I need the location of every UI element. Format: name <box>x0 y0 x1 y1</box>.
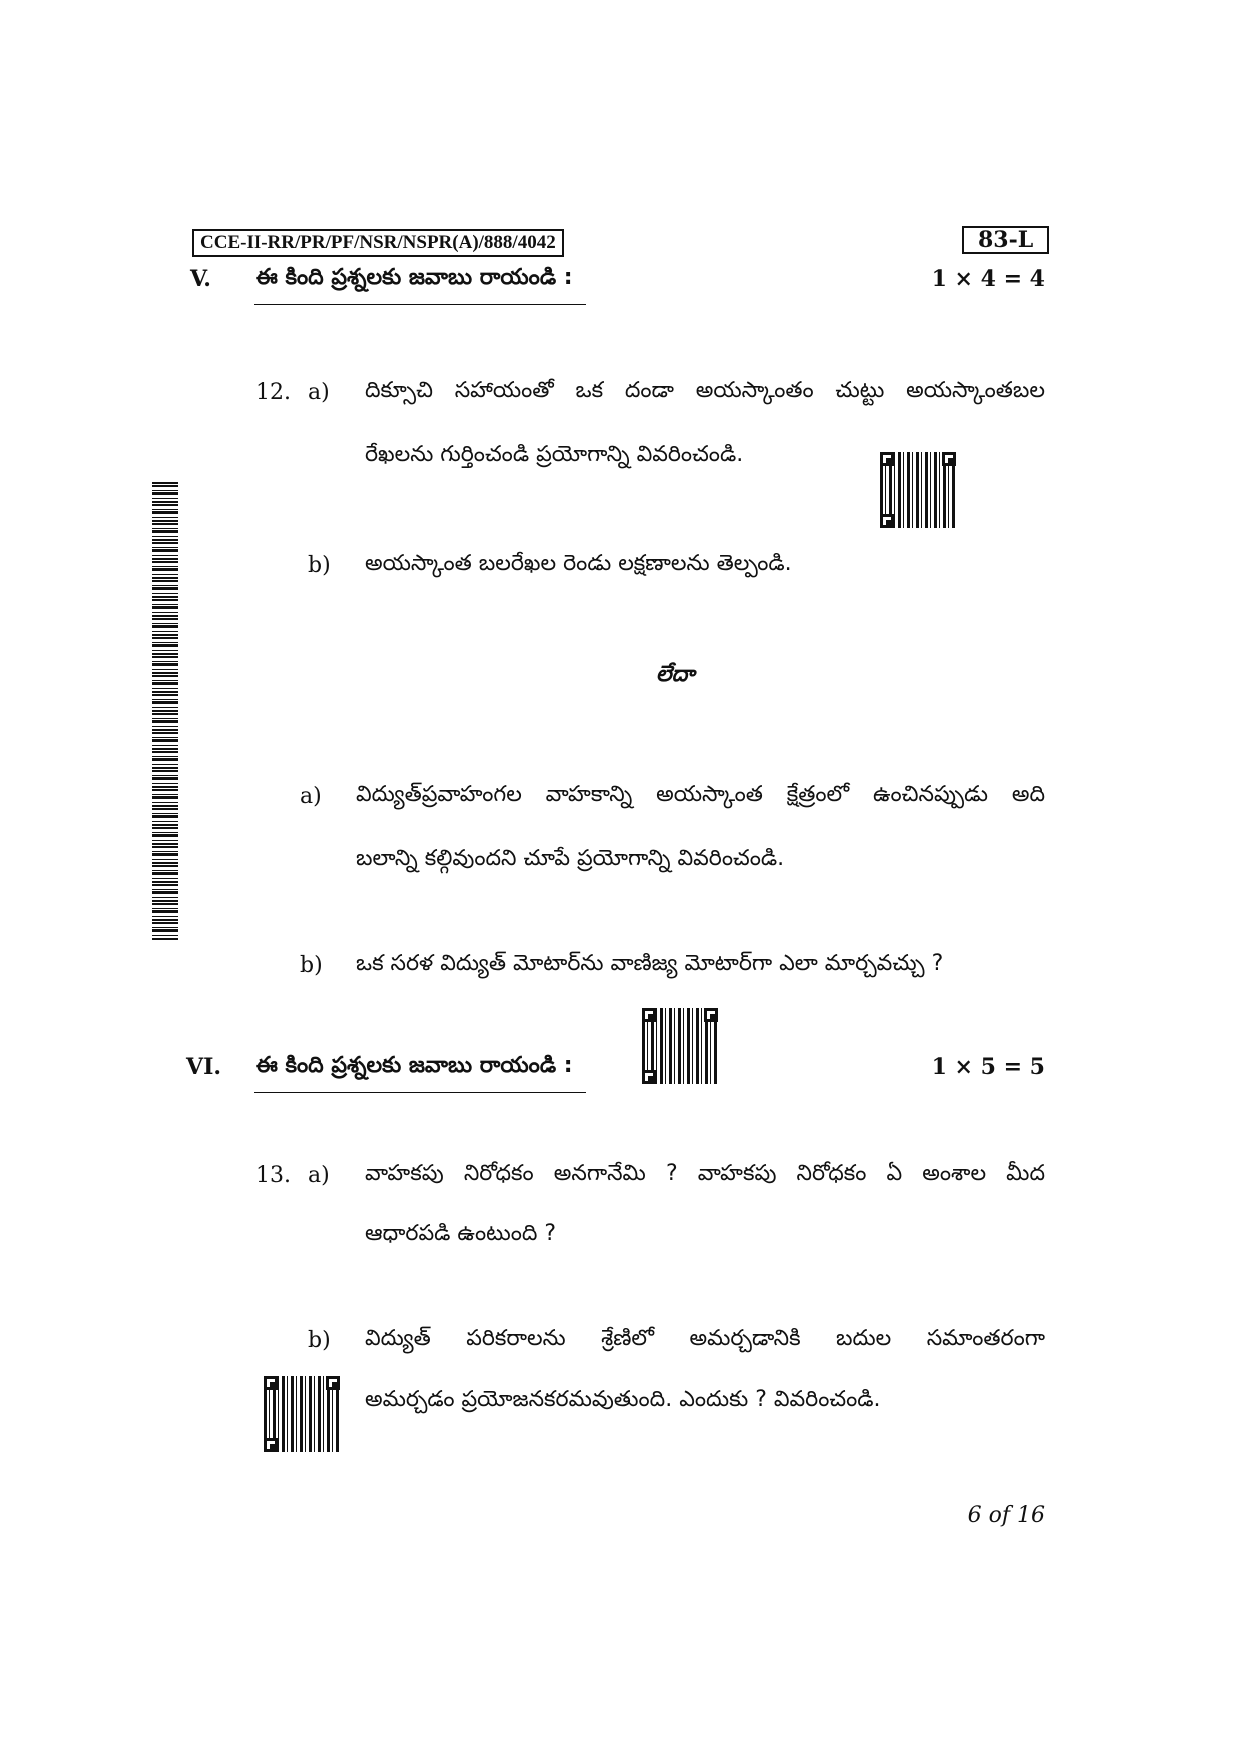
q12-alt-a-line2: బలాన్ని కల్గివుందని చూపే ప్రయోగాన్ని వివరించండి. <box>356 846 785 871</box>
q12-alt-b-text: ఒక సరళ విద్యుత్ మోటార్‌ను వాణిజ్య మోటార్‌గా ఎలా మార్చవచ్చు ? <box>356 951 944 976</box>
q13-a-label: a) <box>308 1163 330 1188</box>
q13-b-label: b) <box>308 1328 331 1353</box>
qr-finder <box>880 452 894 466</box>
q12-alt-a-label: a) <box>300 784 322 809</box>
q12-b-label: b) <box>308 553 331 578</box>
qr-finder <box>264 1376 278 1390</box>
qr-finder <box>880 514 894 528</box>
q13-b-line1: విద్యుత్ పరికరాలను శ్రేణిలో అమర్చడానికి బదుల సమాంతరంగా <box>365 1326 1045 1351</box>
q13-b-line2: అమర్చడం ప్రయోజనకరమవుతుంది. ఎందుకు ? వివరించండి. <box>365 1387 881 1412</box>
paper-code: CCE-II-RR/PR/PF/NSR/NSPR(A)/888/4042 <box>192 229 564 257</box>
section-vi-instruction: ఈ కింది ప్రశ్నలకు జవాబు రాయండి : <box>256 1053 573 1078</box>
q12-number: 12. <box>256 380 291 405</box>
section-v-marks: 1 × 4 = 4 <box>931 266 1045 292</box>
qr-finder <box>704 1008 718 1022</box>
q12-alt-a-line1: విద్యుత్‌ప్రవాహంగల వాహకాన్ని అయస్కాంత క్షేత్రంలో ఉంచినప్పుడు అది <box>356 782 1045 807</box>
qr-finder <box>942 452 956 466</box>
q13-a-line2: ఆధారపడి ఉంటుంది ? <box>365 1221 557 1246</box>
subject-code: 83-L <box>962 226 1049 254</box>
qr-finder <box>264 1438 278 1452</box>
section-vi-numeral: VI. <box>186 1054 222 1080</box>
q12-a-line2: రేఖలను గుర్తించండి ప్రయోగాన్ని వివరించండి. <box>365 442 744 467</box>
section-v-instruction: ఈ కింది ప్రశ్నలకు జవాబు రాయండి : <box>256 265 573 290</box>
section-v-underline <box>254 304 586 305</box>
qr-finder <box>642 1070 656 1084</box>
q13-number: 13. <box>256 1163 291 1188</box>
q13-a-line1: వాహకపు నిరోధకం అనగానేమి ? వాహకపు నిరోధకం ఏ అంశాల మీద <box>365 1161 1045 1186</box>
section-v-numeral: V. <box>190 266 211 292</box>
section-vi-underline <box>254 1092 586 1093</box>
page-number: 6 of 16 <box>967 1503 1045 1528</box>
qr-finder <box>642 1008 656 1022</box>
q12-alt-b-label: b) <box>300 953 323 978</box>
qr-code-2 <box>642 1008 718 1084</box>
qr-code-1 <box>880 452 956 528</box>
or-separator: లేదా <box>656 662 695 687</box>
q12-a-label: a) <box>308 380 330 405</box>
barcode <box>152 480 178 940</box>
q12-a-line1: దిక్సూచి సహాయంతో ఒక దండా అయస్కాంతం చుట్టు అయస్కాంతబల <box>365 378 1045 403</box>
section-vi-marks: 1 × 5 = 5 <box>931 1054 1045 1080</box>
qr-code-3 <box>264 1376 340 1452</box>
qr-finder <box>326 1376 340 1390</box>
q12-b-text: అయస్కాంత బలరేఖల రెండు లక్షణాలను తెల్పండి. <box>365 551 792 576</box>
